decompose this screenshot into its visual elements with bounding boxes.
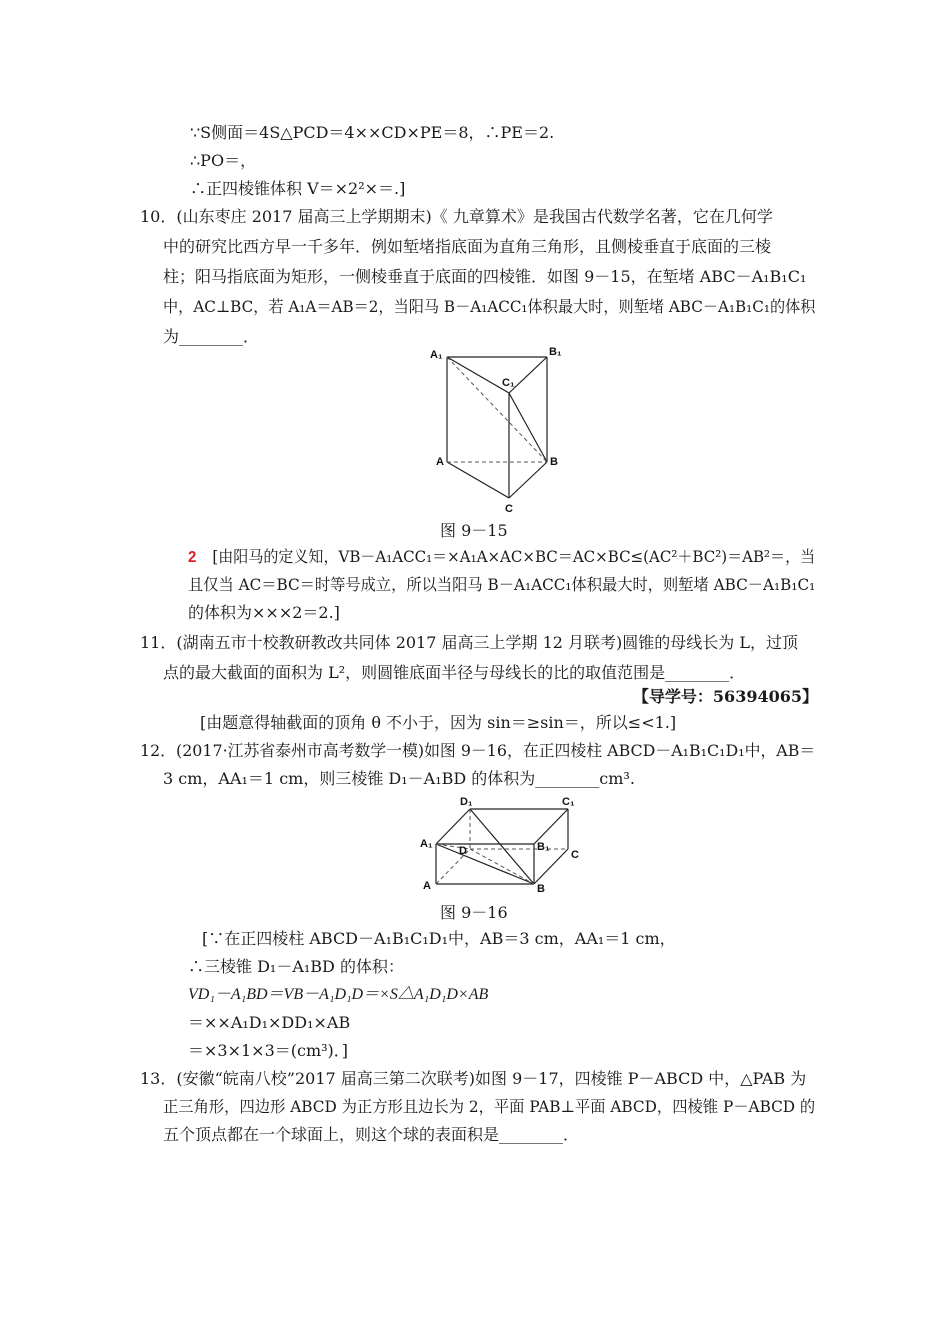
label-C: C [505,503,513,515]
label-D: D [459,845,467,857]
answer-line: [∵在正四棱柱 ABCD－A₁B₁C₁D₁中，AB＝3 cm，AA₁＝1 cm， [202,929,676,948]
answer-text: [由阳马的定义知，VB－A₁ACC₁＝×A₁A×AC×BC＝AC×BC≤(AC²＋BC²)＝AB²＝，当 [212,547,816,566]
question-12: 12．(2017·江苏省泰州市高考数学一模)如图 9－16，在正四棱柱 ABCD－A₁B₁C₁D₁中，AB＝ [140,741,816,760]
guide-number: 【导学号：56394065】 [632,687,818,706]
edge [447,357,509,393]
answer-line: [由题意得轴截面的顶角 θ 不小于，因为 sin＝≥sin＝，所以≤<1.] [200,713,677,732]
text-line: VD₁－A₁BD＝VB－A₁D₁D＝×S△A₁D₁D×AB [188,986,489,1003]
label-B1: B₁ [537,841,550,853]
figure-9-15 [420,340,570,515]
label-D1: D₁ [460,796,473,808]
text-line: 点的最大截面的面积为 L²，则圆锥底面半径与母线长的比的取值范围是________． [163,663,746,682]
text-line: 五个顶点都在一个球面上，则这个球的表面积是________． [163,1125,580,1144]
hidden-edge [447,357,547,462]
question-11: 11．(湖南五市十校教研教改共同体 2017 届高三上学期 12 月联考)圆锥的母线长为 L，过顶 [140,633,798,652]
answer-value: 2 [188,549,197,566]
edge [470,809,534,884]
edge [509,357,547,393]
text-line: 为________． [163,327,260,346]
edge [436,809,470,844]
text-line: 中的研究比西方早一千多年．例如堑堵指底面为直角三角形，且侧棱垂直于底面的三棱 [163,237,772,256]
label-A1: A₁ [420,838,433,850]
edge [534,849,568,884]
question-10: 10．(山东枣庄 2017 届高三上学期期末)《 九章算术》是我国古代数学名著，它在几何学 [140,207,773,226]
figure-caption: 图 9－16 [440,903,508,922]
edge [447,462,509,498]
answer-line [188,546,815,569]
label-C1: C₁ [502,377,515,389]
label-B: B [550,456,558,468]
question-13: 13．(安徽“皖南八校”2017 届高三第二次联考)如图 9－17，四棱锥 P－ABCD 中，△PAB 为 [140,1069,807,1088]
text-line: ∴PO＝， [190,151,257,170]
edge [509,462,547,498]
label-A1: A₁ [430,349,443,361]
label-C: C [571,849,579,861]
text-line: 正三角形，四边形 ABCD 为正方形且边长为 2，平面 PAB⊥平面 ABCD，四棱锥 P－ABCD 的 [163,1097,816,1116]
edge [534,809,568,844]
edge [436,844,534,884]
label-A: A [436,456,444,468]
hidden-edge [470,849,534,884]
text-line: ∵S侧面＝4S△PCD＝4××CD×PE＝8，∴PE＝2. [190,123,555,142]
label-A: A [423,880,431,892]
text-line: 且仅当 AC＝BC＝时等号成立，所以当阳马 B－A₁ACC₁体积最大时，则堑堵 ABC－A₁B₁C₁ [188,575,816,594]
text-line: ∴正四棱锥体积 V＝×2²×＝.] [190,179,406,198]
text-line: ＝××A₁D₁×DD₁×AB [188,1013,351,1032]
figure-9-16 [418,792,588,894]
figure-caption: 图 9－15 [440,521,508,540]
label-C1: C₁ [562,796,575,808]
text-line: 的体积为×××2＝2.] [188,603,340,622]
label-B: B [537,883,545,894]
edge [509,393,547,462]
text-line: 3 cm，AA₁＝1 cm，则三棱锥 D₁－A₁BD 的体积为________cm³. [163,769,635,788]
label-B1: B₁ [549,346,562,358]
text-line: ＝×3×1×3＝(cm³)．] [188,1041,349,1060]
text-line: 柱；阳马指底面为矩形，一侧棱垂直于底面的四棱锥．如图 9－15，在堑堵 ABC－A₁B₁C₁ [163,267,807,286]
text-line: ∴三棱锥 D₁－A₁BD 的体积： [188,957,404,976]
text-line: 中，AC⊥BC，若 A₁A＝AB＝2，当阳马 B－A₁ACC₁体积最大时，则堑堵 ABC－A₁B₁C₁的体积 [163,297,816,316]
